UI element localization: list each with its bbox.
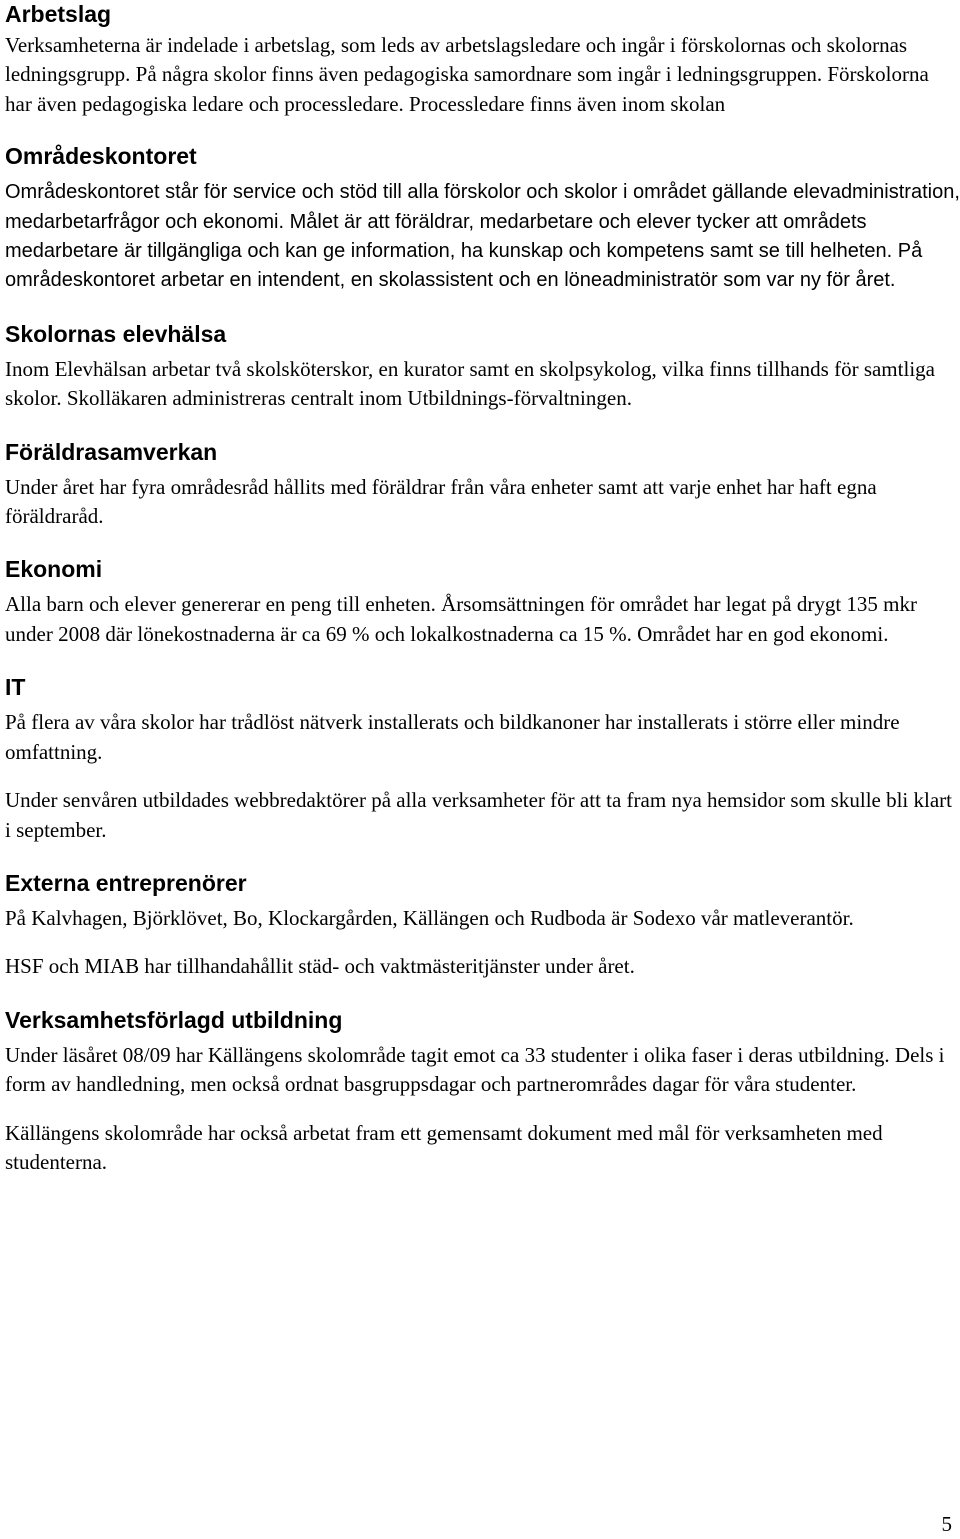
section-skolornas-elevhalsa bbox=[5, 320, 960, 414]
section-heading: Ekonomi bbox=[5, 556, 103, 583]
section-paragraph: Områdeskontoret står för service och stöd till alla förskolor och skolor i området gällande elevadministration, medarbetarfrågor och ekonomi. Målet är att föräldrar, medarbetare och elever tycker att områdets medarbetare är tillgängliga och kan ge information, ha kunskap och kompetens samt se till helheten. På områdeskontoret arbetar en intendent, en skolassistent och en löneadministratör som var ny för året. bbox=[5, 181, 960, 292]
section-paragraph: På Kalvhagen, Björklövet, Bo, Klockargården, Källängen och Rudboda är Sodexo vår matleverantör. bbox=[5, 905, 854, 930]
section-heading: Verksamhetsförlagd utbildning bbox=[5, 1006, 343, 1033]
section-heading: Externa entreprenörer bbox=[5, 869, 247, 896]
section-heading: Arbetslag bbox=[5, 1, 112, 27]
section-heading: IT bbox=[5, 674, 26, 701]
section-paragraph: Under senvåren utbildades webbredaktörer på alla verksamheter för att ta fram nya hemsidor som skulle bli klart i september. bbox=[5, 788, 952, 842]
section-paragraph: På flera av våra skolor har trådlöst nätverk installerats och bildkanoner har installerats i större eller mindre omfattning. bbox=[5, 710, 900, 764]
section-it bbox=[5, 673, 960, 845]
section-heading: Områdeskontoret bbox=[5, 143, 197, 170]
section-externa-entreprenorer bbox=[5, 869, 960, 982]
section-paragraph: Alla barn och elever genererar en peng till enheten. Årsomsättningen för området har legat på drygt 135 mkr under 2008 där lönekostnaderna är ca 69 % och lokalkostnaderna ca 15 %. Området har en god ekonomi. bbox=[5, 592, 917, 646]
section-paragraph: Under läsåret 08/09 har Källängens skolområde tagit emot ca 33 studenter i olika faser i deras utbildning. Dels i form av handledning, men också ordnat basgruppsdagar och partnerområdes dagar för våra studenter. bbox=[5, 1042, 945, 1097]
section-paragraph: Under året har fyra områdesråd hållits med föräldrar från våra enheter samt att varje enhet har haft egna föräldraråd. bbox=[5, 474, 877, 529]
section-foraldrasamverkan bbox=[5, 438, 960, 532]
document-page bbox=[5, 0, 960, 1177]
section-paragraph: HSF och MIAB har tillhandahållit städ- och vaktmästeritjänster under året. bbox=[5, 954, 635, 979]
section-ekonomi bbox=[5, 555, 960, 649]
section-arbetslag bbox=[5, 0, 960, 119]
section-paragraph: Källängens skolområde har också arbetat fram ett gemensamt dokument med mål för verksamheten med studenterna. bbox=[5, 1120, 883, 1174]
section-paragraph: Inom Elevhälsan arbetar två skolsköterskor, en kurator samt en skolpsykolog, vilka finns tillhands för samtliga skolor. Skolläkaren administreras centralt inom Utbildnings-förvaltningen. bbox=[5, 356, 935, 411]
section-paragraph: Verksamheterna är indelade i arbetslag, som leds av arbetslagsledare och ingår i förskolornas och skolornas ledningsgrupp. På några skolor finns även pedagogiska samordnare som ingår i ledningsgruppen. Förskolorna har även pedagogiska ledare och processledare. Processledare finns även inom skolan bbox=[5, 33, 929, 116]
section-heading: Föräldrasamverkan bbox=[5, 438, 218, 465]
section-verksamhetsforlagd-utbildning bbox=[5, 1006, 960, 1178]
section-omradeskontoret bbox=[5, 142, 960, 296]
section-heading: Skolornas elevhälsa bbox=[5, 320, 227, 347]
page-number: 5 bbox=[941, 1512, 952, 1536]
